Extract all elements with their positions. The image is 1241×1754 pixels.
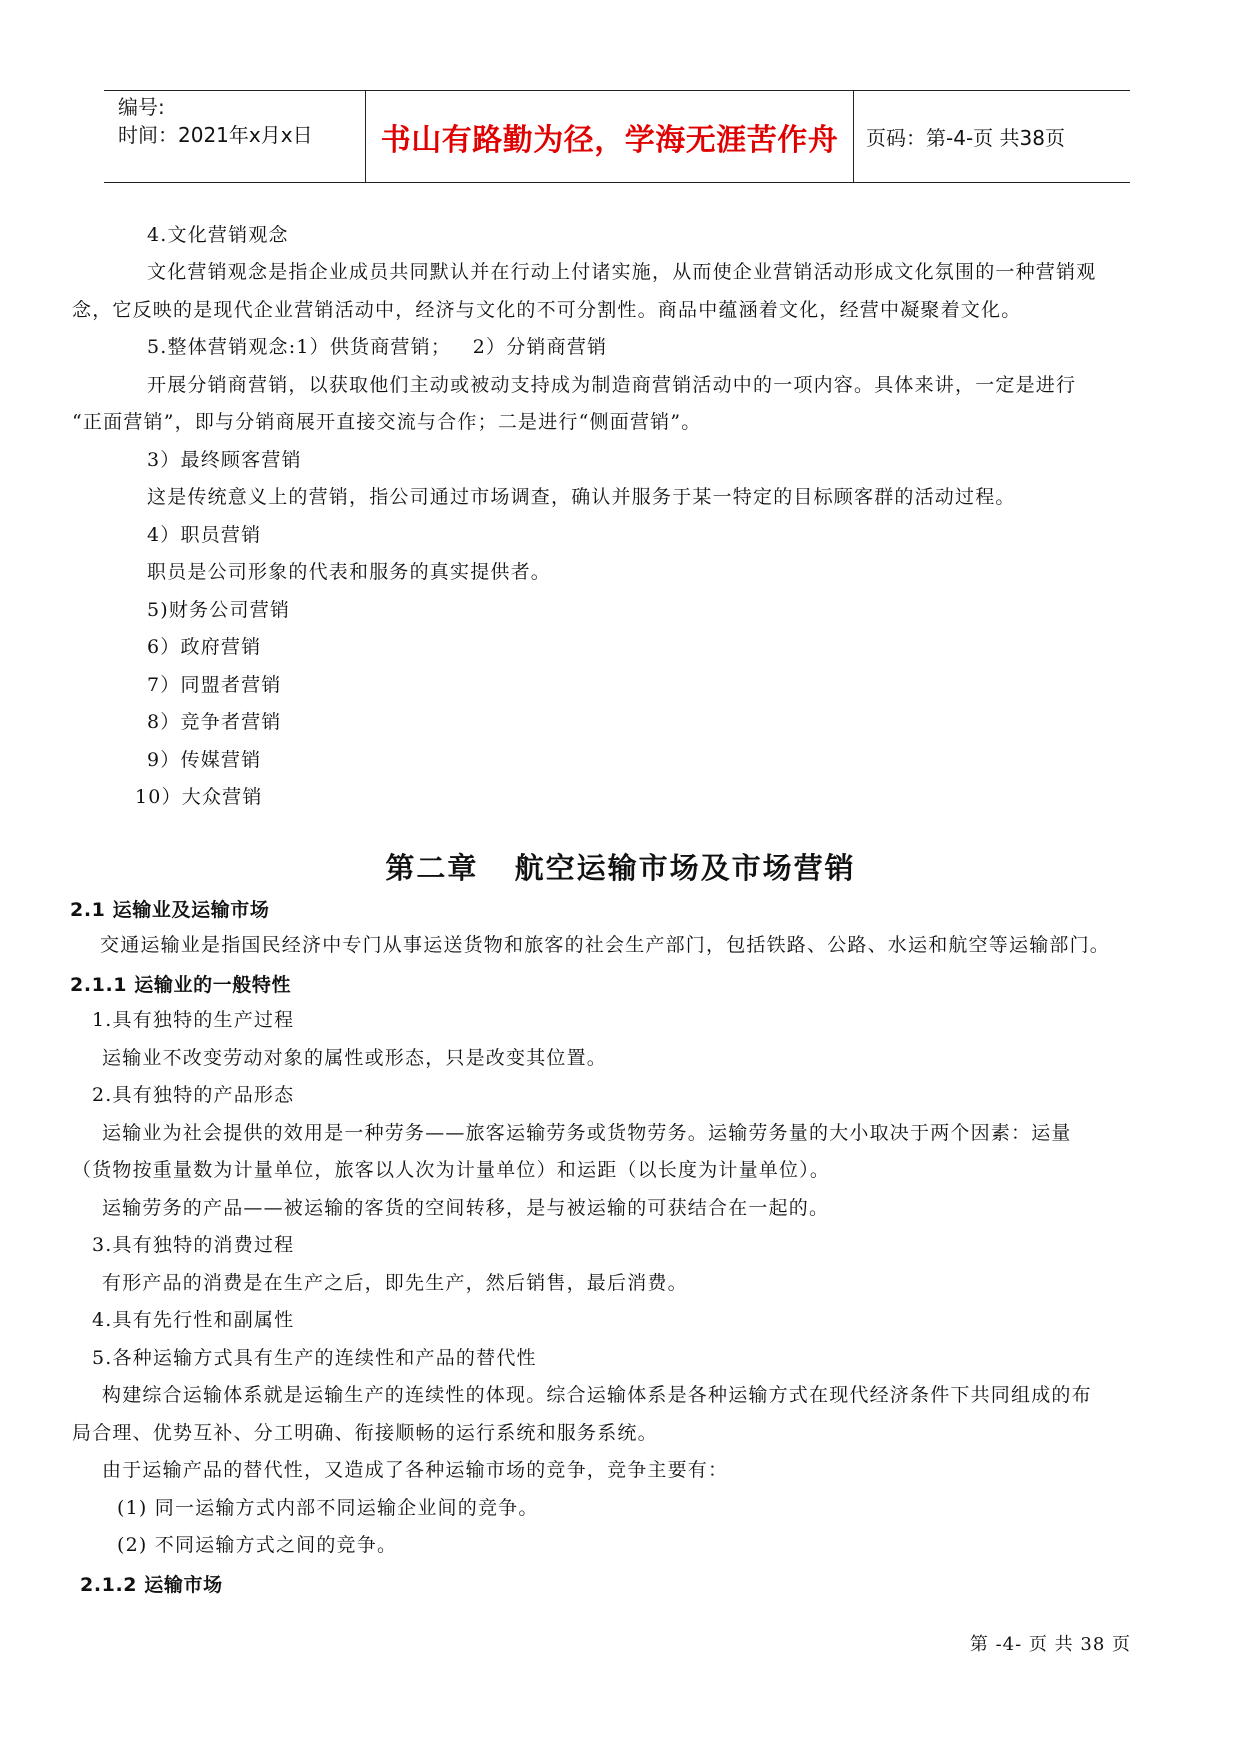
page-label: 页码：第-4-页 共38页 xyxy=(866,126,1065,150)
header-left-cell xyxy=(104,91,366,182)
paragraph-line: 构建综合运输体系就是运输生产的连续性的体现。综合运输体系是各种运输方式在现代经济条件下共同组成的布 xyxy=(102,1384,1092,1406)
page-footer: 第 -4- 页 共 38 页 xyxy=(969,1634,1131,1655)
paragraph-line: 职员是公司形象的代表和服务的真实提供者。 xyxy=(147,561,552,583)
paragraph-line: 由于运输产品的替代性，又造成了各种运输市场的竞争，竞争主要有： xyxy=(102,1459,729,1481)
paragraph-line: 有形产品的消费是在生产之后，即先生产，然后销售，最后消费。 xyxy=(102,1272,688,1294)
chapter-title: 第二章 航空运输市场及市场营销 xyxy=(385,851,856,885)
list-item: 6）政府营销 xyxy=(147,636,262,658)
section-heading-2-1: 2.1 运输业及运输市场 xyxy=(70,899,270,921)
paragraph-line: （货物按重量数为计量单位，旅客以人次为计量单位）和运距（以长度为计量单位）。 xyxy=(72,1159,831,1181)
paragraph-line: 交通运输业是指国民经济中专门从事运送货物和旅客的社会生产部门，包括铁路、公路、水运和航空等运输部门。 xyxy=(100,934,1111,956)
paragraph-line: 开展分销商营销，以获取他们主动或被动支持成为制造商营销活动中的一项内容。具体来讲，一定是进行 xyxy=(147,374,1077,396)
list-item: (2) 不同运输方式之间的竞争。 xyxy=(117,1534,398,1556)
header-motto-cell xyxy=(366,91,854,182)
paragraph-line: 运输业为社会提供的效用是一种劳务——旅客运输劳务或货物劳务。运输劳务量的大小取决于两个因素：运量 xyxy=(102,1122,1072,1144)
paragraph-line: 文化营销观念是指企业成员共同默认并在行动上付诸实施，从而使企业营销活动形成文化氛围的一种营销观 xyxy=(147,261,1097,283)
list-item: 7）同盟者营销 xyxy=(147,674,282,696)
list-item: 8）竞争者营销 xyxy=(147,711,282,733)
paragraph-line: 运输劳务的产品——被运输的客货的空间转移，是与被运输的可获结合在一起的。 xyxy=(102,1197,830,1219)
heading-holistic-marketing: 5.整体营销观念:1）供货商营销； 2）分销商营销 xyxy=(147,336,608,358)
motto-text: 书山有路勤为径，学海无涯苦作舟 xyxy=(380,122,839,158)
paragraph-line: 这是传统意义上的营销，指公司通过市场调查，确认并服务于某一特定的目标顾客群的活动过程。 xyxy=(147,486,1016,508)
time-label: 时间：2021年x月x日 xyxy=(118,123,313,147)
number-label: 编号: xyxy=(118,95,165,119)
list-item: 4）职员营销 xyxy=(147,524,262,546)
list-item: 3.具有独特的消费过程 xyxy=(92,1234,295,1256)
list-item: 2.具有独特的产品形态 xyxy=(92,1084,295,1106)
paragraph-line: “正面营销”，即与分销商展开直接交流与合作；二是进行“侧面营销”。 xyxy=(72,411,702,433)
list-item: 1.具有独特的生产过程 xyxy=(92,1009,295,1031)
list-item: 10）大众营销 xyxy=(135,786,263,808)
section-heading-2-1-1: 2.1.1 运输业的一般特性 xyxy=(70,974,292,996)
list-item: 9）传媒营销 xyxy=(147,749,262,771)
list-item: (1) 同一运输方式内部不同运输企业间的竞争。 xyxy=(117,1497,539,1519)
list-item: 4.具有先行性和副属性 xyxy=(92,1309,295,1331)
list-item: 3）最终顾客营销 xyxy=(147,449,302,471)
section-heading-2-1-2: 2.1.2 运输市场 xyxy=(80,1574,223,1596)
page-header xyxy=(104,90,1130,183)
paragraph-line: 运输业不改变劳动对象的属性或形态，只是改变其位置。 xyxy=(102,1047,608,1069)
list-item: 5.各种运输方式具有生产的连续性和产品的替代性 xyxy=(92,1347,537,1369)
paragraph-line: 念，它反映的是现代企业营销活动中，经济与文化的不可分割性。商品中蕴涵着文化，经营中凝聚着文化。 xyxy=(72,299,1022,321)
header-page-cell xyxy=(854,91,1130,182)
paragraph-line: 局合理、优势互补、分工明确、衔接顺畅的运行系统和服务系统。 xyxy=(72,1422,658,1444)
list-item: 5)财务公司营销 xyxy=(147,599,291,621)
heading-culture-marketing: 4.文化营销观念 xyxy=(147,224,289,246)
